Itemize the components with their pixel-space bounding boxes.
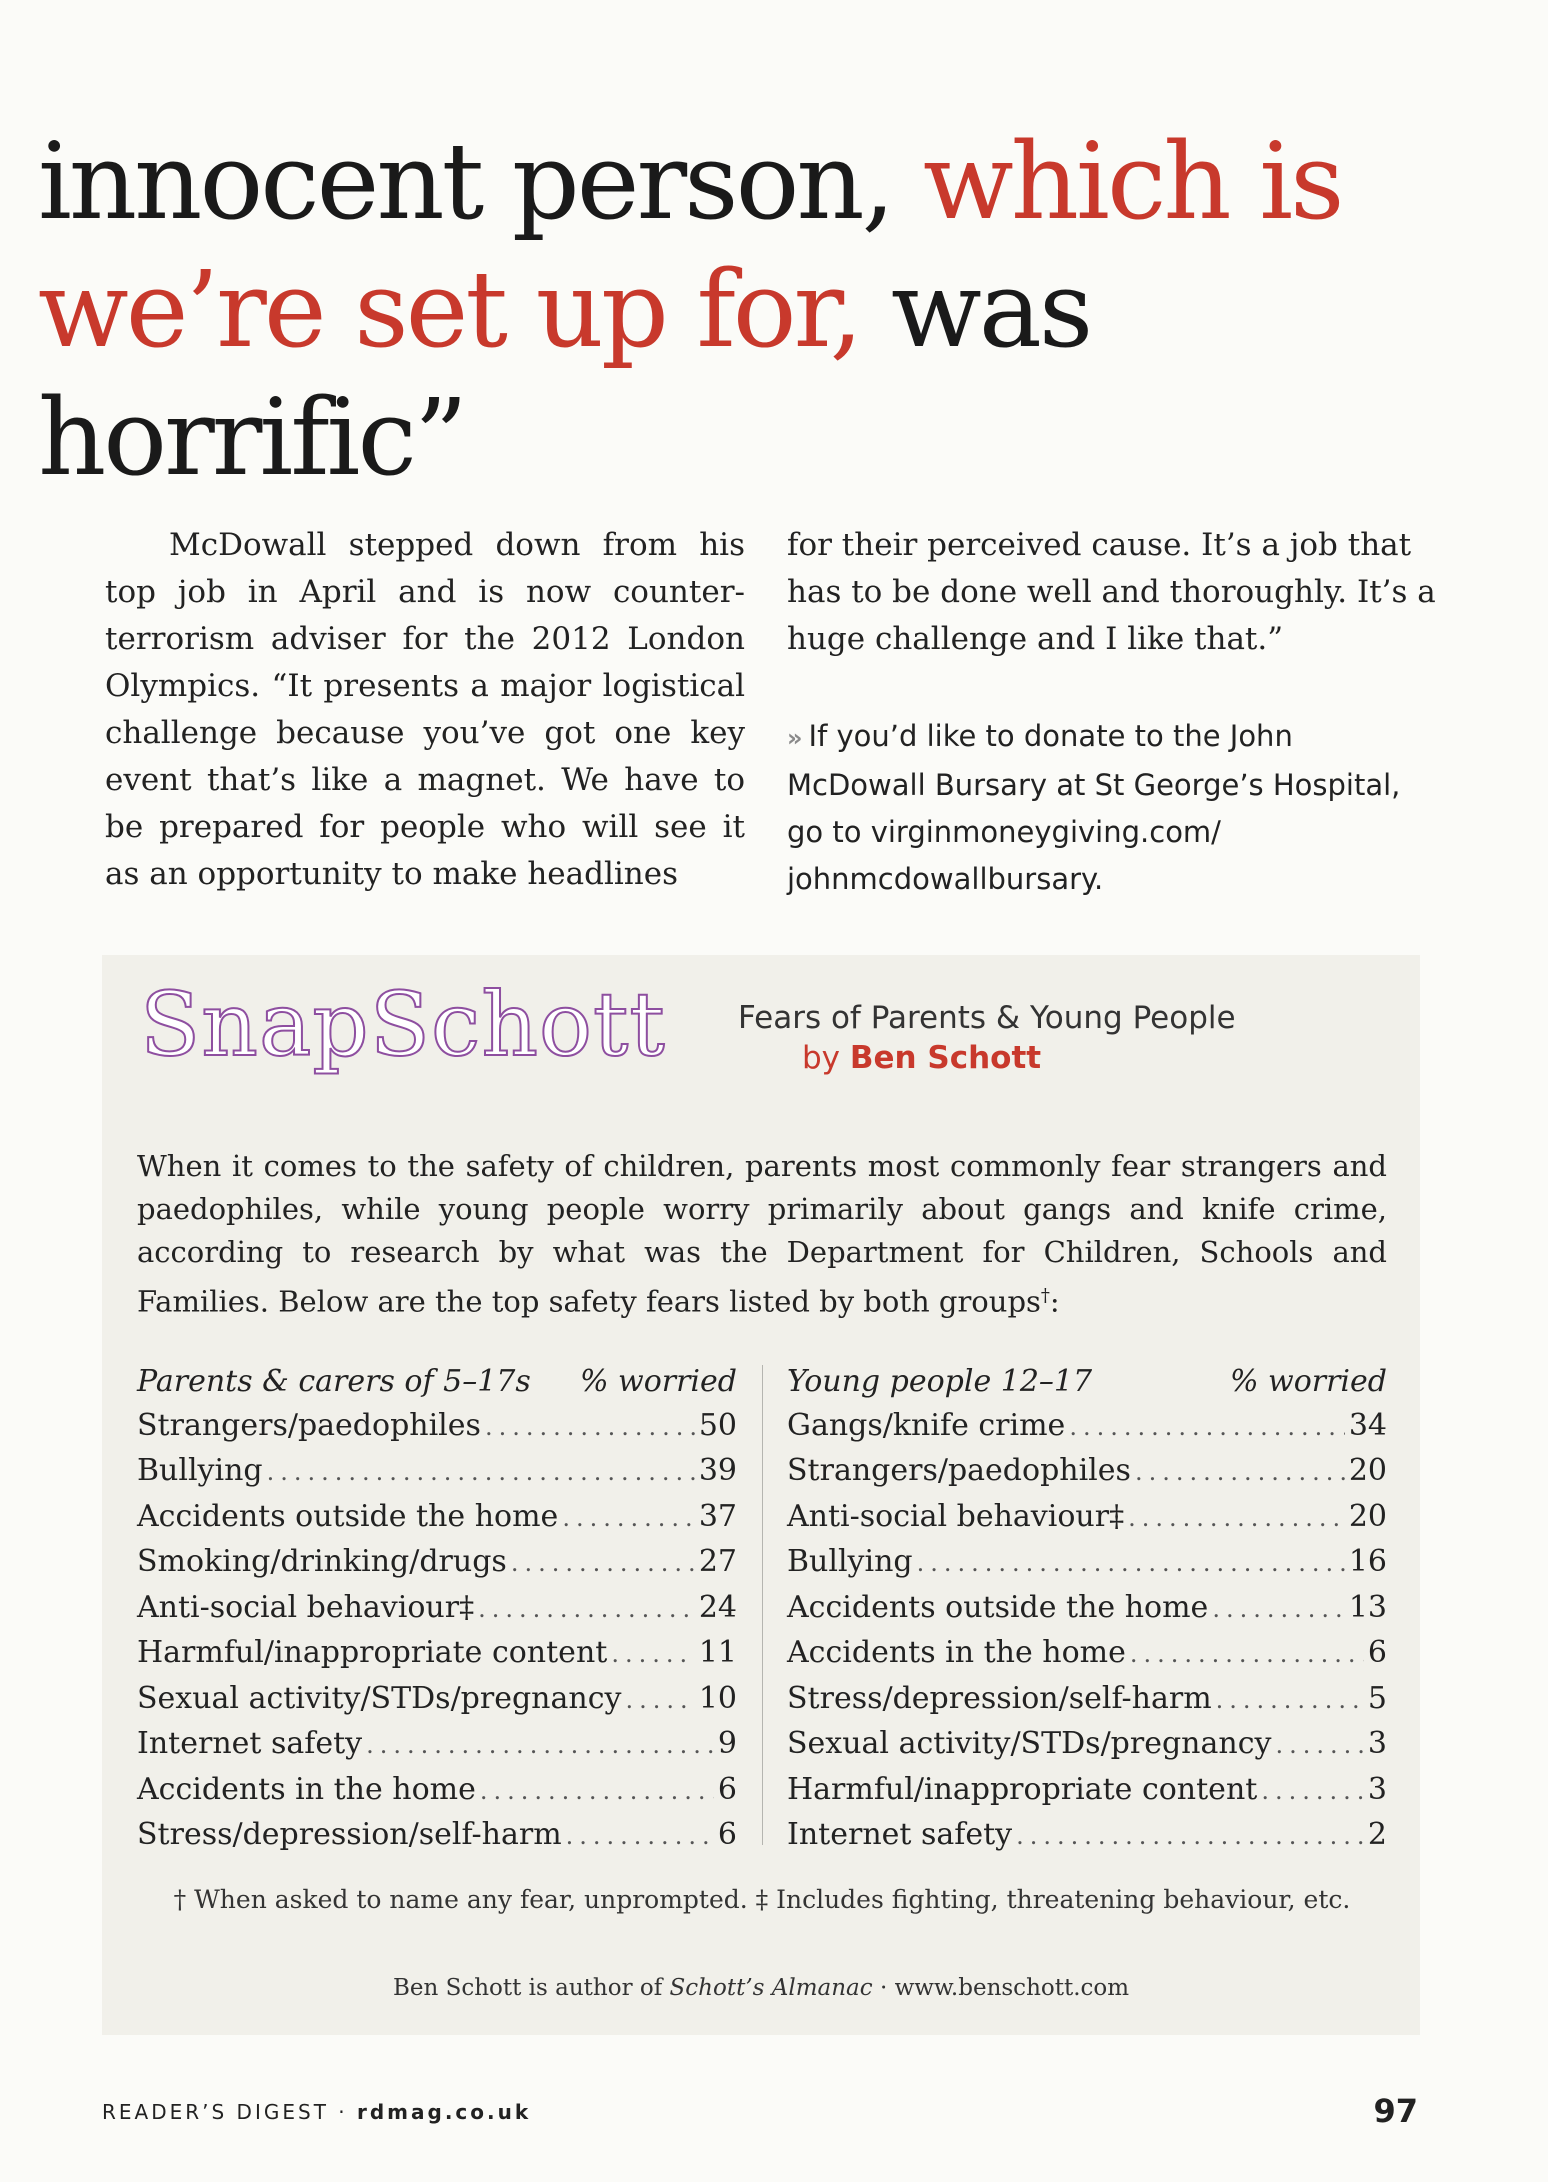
row-label: Accidents outside the home	[137, 1498, 559, 1534]
headline	[38, 118, 1518, 502]
snapschott-byline	[802, 1037, 1041, 1079]
young-header-label: Young people 12–17	[787, 1364, 1093, 1399]
byline-prefix: by	[802, 1040, 850, 1076]
snapschott-logo: SnapSchott	[140, 973, 666, 1076]
parents-table-header	[137, 1360, 737, 1404]
row-label: Sexual activity/STDs/pregnancy	[787, 1726, 1272, 1761]
row-value: 39	[698, 1453, 737, 1488]
young-rows	[787, 1404, 1387, 1859]
table-row	[137, 1722, 737, 1768]
dot-leader	[1275, 1724, 1363, 1768]
dot-leader	[562, 1497, 695, 1541]
row-value: 24	[698, 1589, 737, 1625]
row-label: Anti-social behaviour‡	[137, 1589, 475, 1625]
table-row	[787, 1677, 1387, 1723]
table-row	[787, 1540, 1387, 1586]
row-value: 20	[1348, 1453, 1387, 1488]
snapschott-box	[102, 955, 1420, 2035]
table-row	[787, 1586, 1387, 1632]
row-value: 5	[1367, 1680, 1387, 1716]
row-label: Gangs/knife crime	[787, 1407, 1066, 1443]
row-value: 9	[717, 1726, 737, 1761]
row-value: 2	[1367, 1817, 1387, 1852]
dot-leader	[485, 1406, 695, 1450]
donation-note	[787, 713, 1437, 903]
row-value: 20	[1348, 1498, 1387, 1534]
row-label: Strangers/paedophiles	[137, 1407, 481, 1443]
dot-leader	[917, 1542, 1345, 1586]
table-row	[137, 1677, 737, 1723]
row-label: Strangers/paedophiles	[787, 1453, 1131, 1488]
table-row	[787, 1722, 1387, 1768]
dot-leader	[566, 1815, 714, 1859]
headline-line2-black: was horrific”	[38, 248, 1091, 499]
dot-leader	[1216, 1679, 1364, 1723]
headline-line1-red: which is	[923, 120, 1342, 243]
dot-leader	[1016, 1815, 1364, 1859]
table-row	[787, 1813, 1387, 1859]
row-label: Anti-social behaviour‡	[787, 1498, 1125, 1534]
table-row	[787, 1768, 1387, 1814]
row-label: Bullying	[137, 1453, 263, 1488]
row-label: Harmful/inappropriate content	[137, 1635, 608, 1670]
row-label: Accidents outside the home	[787, 1589, 1209, 1625]
row-value: 6	[1367, 1635, 1387, 1670]
row-label: Harmful/inappropriate content	[787, 1771, 1258, 1807]
young-table-header	[787, 1360, 1387, 1404]
row-label: Smoking/drinking/drugs	[137, 1544, 507, 1579]
row-value: 16	[1348, 1544, 1387, 1579]
dot-leader	[267, 1451, 695, 1495]
row-value: 10	[698, 1680, 737, 1716]
table-row	[137, 1768, 737, 1814]
article-paragraph-right: for their perceived cause. It’s a job that has to be done well and thoroughly. It’s a huge challenge and I like that.”	[787, 527, 1436, 657]
table-row	[137, 1404, 737, 1450]
snapschott-credit	[102, 1975, 1420, 2001]
dot-leader	[1261, 1770, 1364, 1814]
row-label: Accidents in the home	[787, 1635, 1126, 1670]
parents-header-value: % worried	[579, 1364, 737, 1399]
table-row	[137, 1449, 737, 1495]
row-label: Stress/depression/self-harm	[137, 1817, 562, 1852]
credit-prefix: Ben Schott is author of	[392, 1975, 670, 2001]
row-value: 11	[698, 1635, 737, 1670]
table-row	[137, 1495, 737, 1541]
footer-publication	[102, 2100, 531, 2124]
page-number: 97	[1373, 2092, 1418, 2130]
table-row	[787, 1631, 1387, 1677]
dot-leader	[1135, 1451, 1345, 1495]
row-label: Sexual activity/STDs/pregnancy	[137, 1680, 622, 1716]
dot-leader	[1128, 1497, 1345, 1541]
row-value: 6	[717, 1771, 737, 1807]
young-people-table	[787, 1360, 1387, 1859]
dot-leader	[511, 1542, 695, 1586]
footer-publication-name: READER’S DIGEST ·	[102, 2100, 357, 2124]
table-row	[137, 1586, 737, 1632]
donation-text: If you’d like to donate to the John McDowall Bursary at St George’s Hospital, go to virginmoneygiving.com/ johnmcdowallbursary.	[787, 719, 1401, 896]
headline-line1-black: innocent person,	[38, 120, 924, 243]
row-value: 37	[698, 1498, 737, 1534]
table-divider	[762, 1365, 763, 1845]
byline-author: Ben Schott	[849, 1040, 1042, 1076]
young-header-value: % worried	[1229, 1364, 1387, 1399]
row-value: 27	[698, 1544, 737, 1579]
parents-table	[137, 1360, 737, 1859]
table-row	[137, 1813, 737, 1859]
dot-leader	[480, 1770, 714, 1814]
intro-end: :	[1049, 1284, 1060, 1319]
row-label: Accidents in the home	[137, 1771, 476, 1807]
row-label: Internet safety	[787, 1817, 1013, 1852]
dot-leader	[625, 1679, 694, 1723]
table-row	[787, 1449, 1387, 1495]
table-row	[787, 1495, 1387, 1541]
article-column-right	[787, 522, 1437, 663]
article-column-left	[105, 522, 745, 898]
snapschott-intro	[137, 1145, 1387, 1324]
row-label: Stress/depression/self-harm	[787, 1680, 1212, 1716]
row-value: 3	[1367, 1771, 1387, 1807]
snapschott-footnote: † When asked to name any fear, unprompted. ‡ Includes fighting, threatening behaviour, etc.	[173, 1885, 1351, 1914]
table-row	[137, 1631, 737, 1677]
credit-book: Schott’s Almanac	[669, 1975, 873, 2001]
row-label: Bullying	[787, 1544, 913, 1579]
intro-text: When it comes to the safety of children, parents most commonly fear strangers and paedophiles, while young people worry primarily about gangs and knife crime, according to research by what was the Department for Children, Schools and Families. Below are the top safety fears listed by both groups	[137, 1149, 1387, 1319]
parents-rows	[137, 1404, 737, 1859]
footer-site-link[interactable]: rdmag.co.uk	[356, 2100, 532, 2124]
dot-leader	[1212, 1588, 1345, 1632]
dot-leader	[1130, 1633, 1364, 1677]
parents-header-label: Parents & carers of 5–17s	[137, 1364, 531, 1399]
row-value: 3	[1367, 1726, 1387, 1761]
article-paragraph-left: McDowall stepped down from his top job in April and is now counter-terrorism adviser for the 2012 London Olympics. “It presents a major logistical challenge because you’ve got one key event that’s like a magnet. We have to be prepared for people who will see it as an opportunity to make headlines	[105, 527, 745, 892]
row-label: Internet safety	[137, 1726, 363, 1761]
credit-suffix: · www.benschott.com	[872, 1975, 1130, 2001]
snapschott-title: Fears of Parents & Young People	[738, 1000, 1236, 1036]
dagger-mark: †	[1040, 1285, 1050, 1306]
dot-leader	[366, 1724, 714, 1768]
table-row	[787, 1404, 1387, 1450]
row-value: 6	[717, 1817, 737, 1852]
row-value: 13	[1348, 1589, 1387, 1625]
headline-line2-red: we’re set up for,	[38, 248, 861, 371]
table-row	[137, 1540, 737, 1586]
row-value: 34	[1348, 1407, 1387, 1443]
dot-leader	[478, 1588, 695, 1632]
dot-leader	[611, 1633, 694, 1677]
dot-leader	[1069, 1406, 1345, 1450]
double-arrow-icon: »	[787, 724, 803, 752]
row-value: 50	[698, 1407, 737, 1443]
